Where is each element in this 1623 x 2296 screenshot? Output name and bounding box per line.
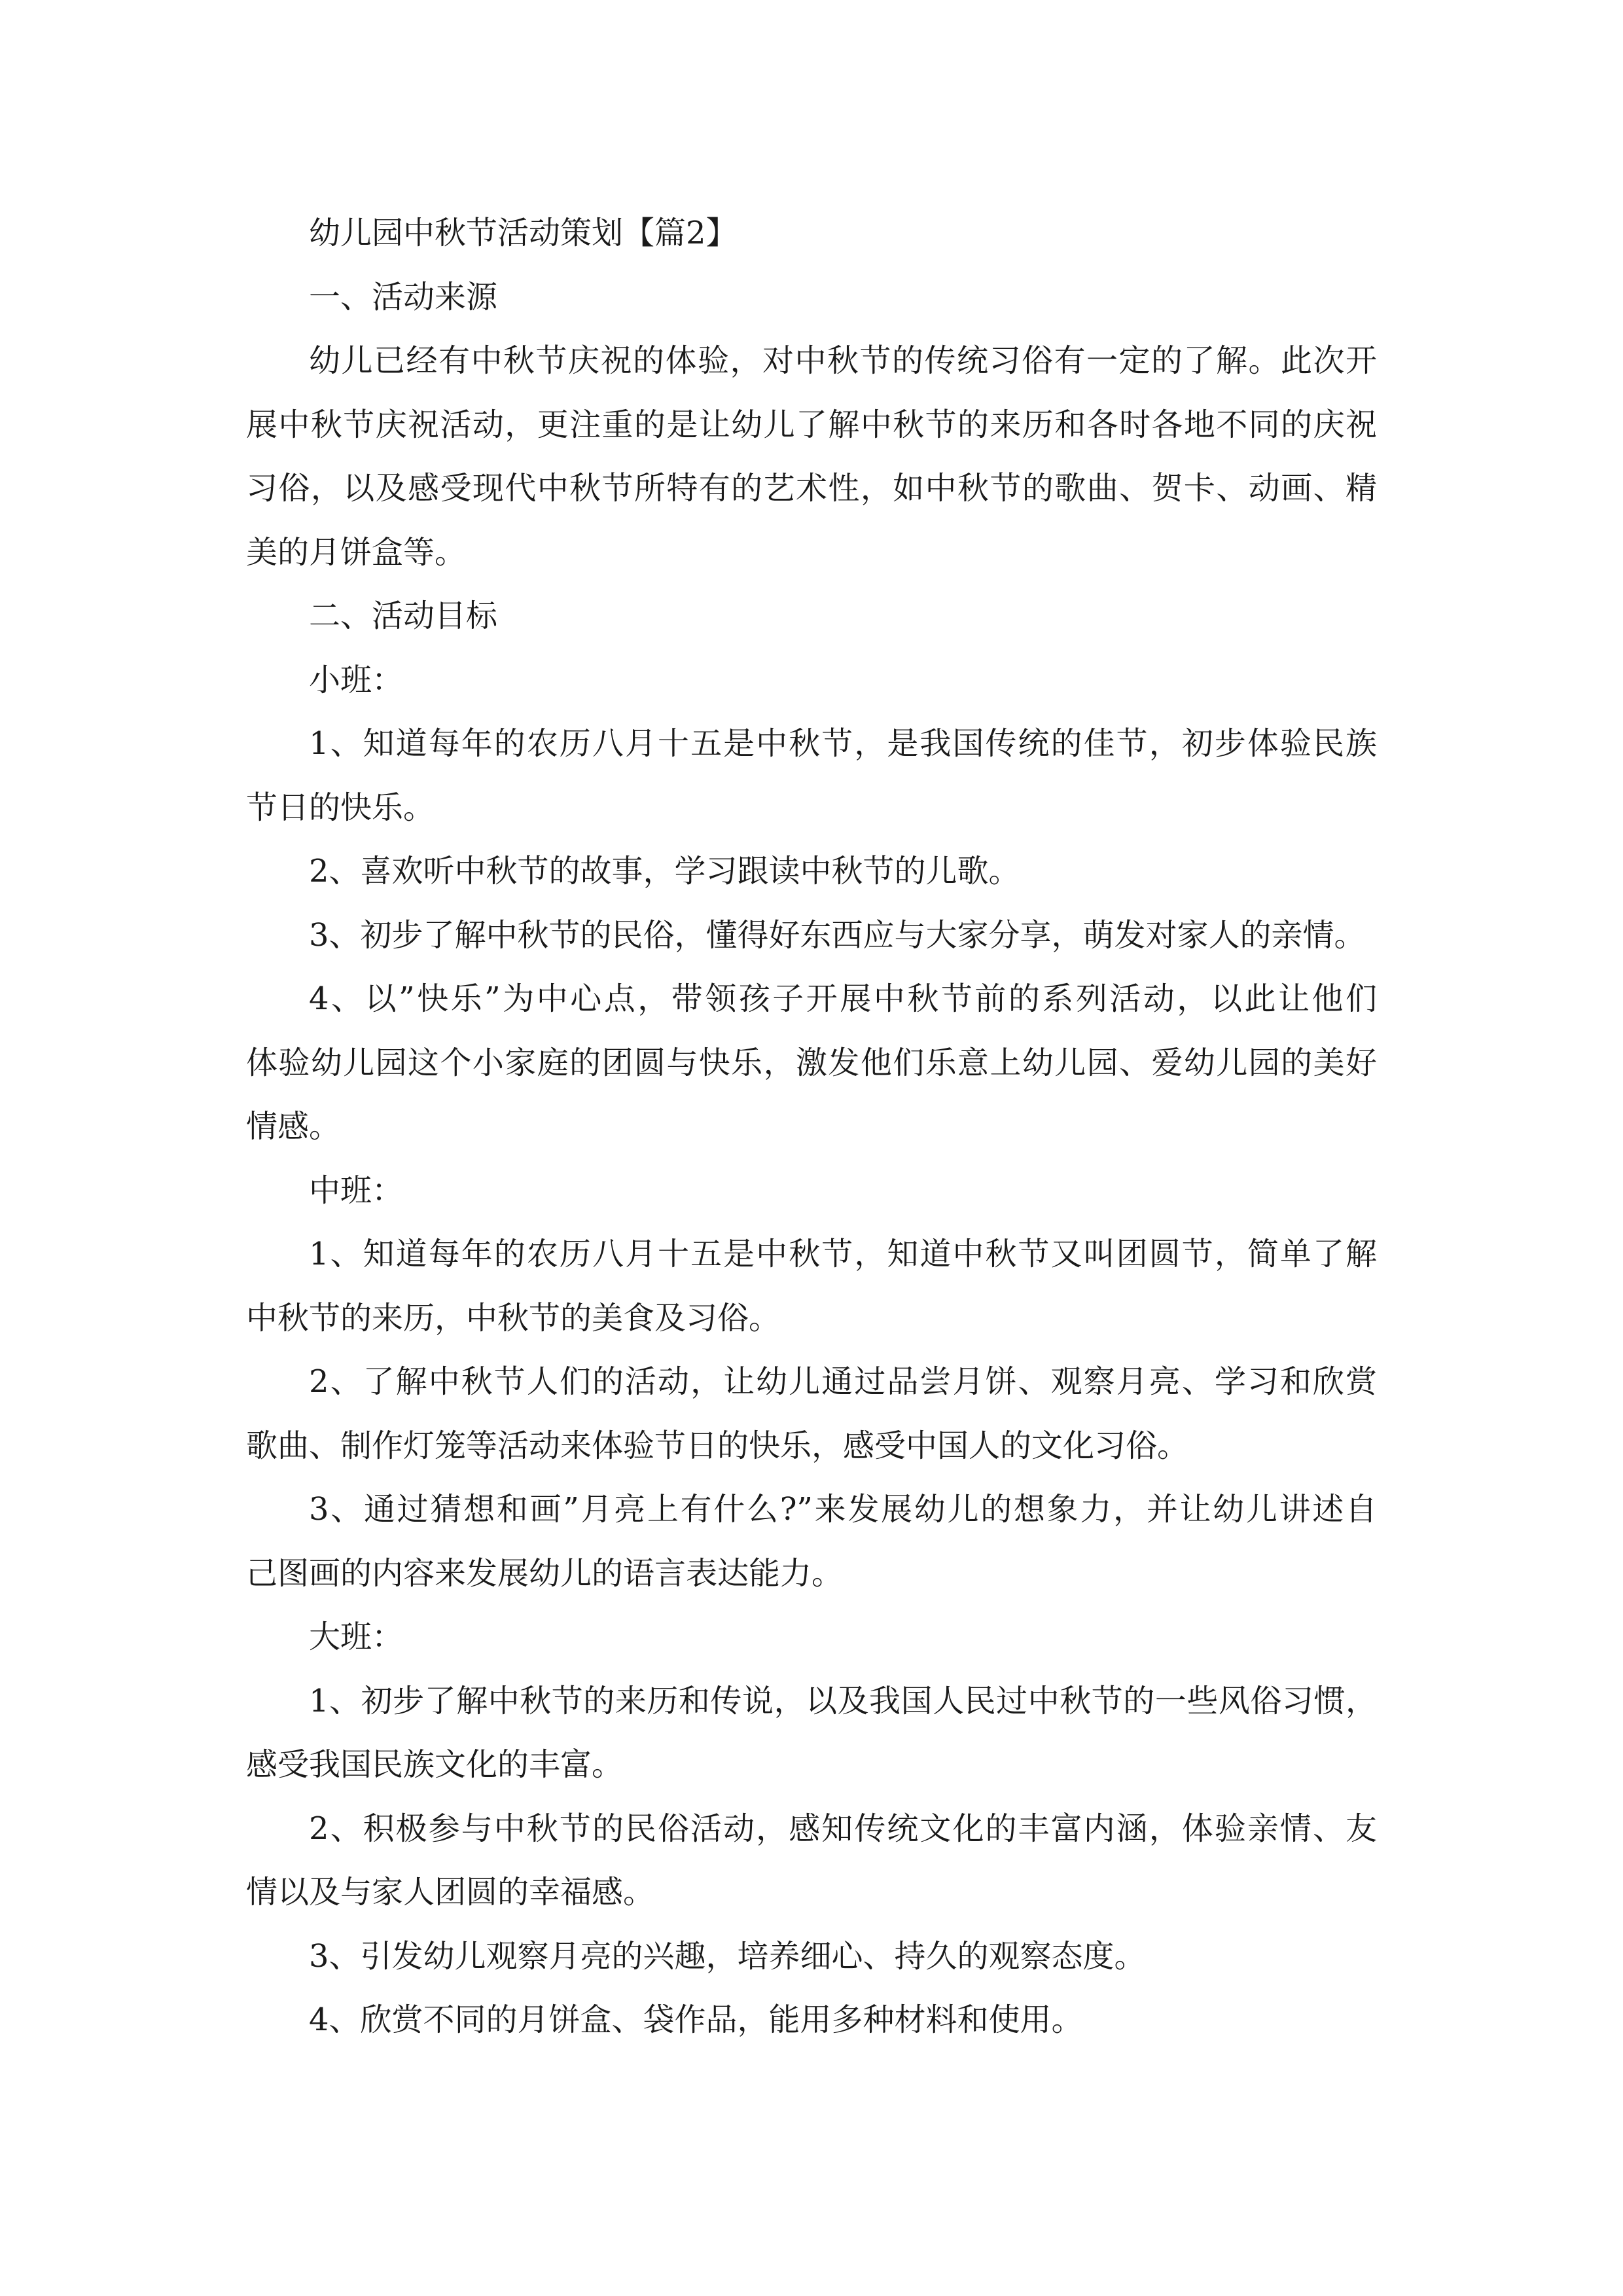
list-item-line: 己图画的内容来发展幼儿的语言表达能力。 [246,1554,844,1592]
list-item-line: 1、知道每年的农历八月十五是中秋节，是我国传统的佳节，初步体验民族 [309,725,1377,762]
paragraph-line: 习俗，以及感受现代中秋节所特有的艺术性，如中秋节的歌曲、贺卡、动画、精 [246,470,1377,507]
list-item-line: 中秋节的来历，中秋节的美食及习俗。 [246,1299,781,1336]
list-item-line: 情感。 [246,1108,341,1145]
list-item-line: 2、积极参与中秋节的民俗活动，感知传统文化的丰富内涵，体验亲情、友 [309,1810,1377,1847]
subsection-heading: 大班： [309,1619,404,1655]
document-title: 幼儿园中秋节活动策划【篇2】 [309,215,738,251]
list-item-line: 3、通过猜想和画”月亮上有什么?”来发展幼儿的想象力，并让幼儿讲述自 [309,1491,1377,1528]
list-item-line: 4、以”快乐”为中心点，带领孩子开展中秋节前的系列活动，以此让他们 [309,980,1377,1017]
paragraph-line: 展中秋节庆祝活动，更注重的是让幼儿了解中秋节的来历和各时各地不同的庆祝 [246,406,1377,443]
list-item-line: 1、知道每年的农历八月十五是中秋节，知道中秋节又叫团圆节，简单了解 [309,1236,1377,1272]
list-item-line: 歌曲、制作灯笼等活动来体验节日的快乐，感受中国人的文化习俗。 [246,1427,1189,1464]
subsection-heading: 小班： [309,661,404,698]
subsection-heading: 中班： [309,1172,404,1209]
section-heading: 一、活动来源 [309,278,498,315]
list-item-line: 节日的快乐。 [246,789,435,826]
list-item-line: 2、喜欢听中秋节的故事，学习跟读中秋节的儿歌。 [309,853,1020,889]
list-item-line: 4、欣赏不同的月饼盒、袋作品，能用多种材料和使用。 [309,2001,1083,2038]
list-item-line: 3、初步了解中秋节的民俗，懂得好东西应与大家分享，萌发对家人的亲情。 [309,916,1366,954]
section-heading: 二、活动目标 [309,598,498,634]
list-item-line: 1、初步了解中秋节的来历和传说，以及我国人民过中秋节的一些风俗习惯， [309,1682,1377,1719]
document-page [246,202,1377,2053]
list-item-line: 体验幼儿园这个小家庭的团圆与快乐，激发他们乐意上幼儿园、爱幼儿园的美好 [246,1044,1377,1081]
paragraph-line: 美的月饼盒等。 [246,533,467,571]
list-item-line: 情以及与家人团圆的幸福感。 [246,1874,655,1910]
list-item-line: 2、了解中秋节人们的活动，让幼儿通过品尝月饼、观察月亮、学习和欣赏 [309,1363,1377,1400]
list-item-line: 感受我国民族文化的丰富。 [246,1746,624,1783]
list-item-line: 3、引发幼儿观察月亮的兴趣，培养细心、持久的观察态度。 [309,1937,1146,1975]
paragraph-line: 幼儿已经有中秋节庆祝的体验，对中秋节的传统习俗有一定的了解。此次开 [309,342,1377,379]
